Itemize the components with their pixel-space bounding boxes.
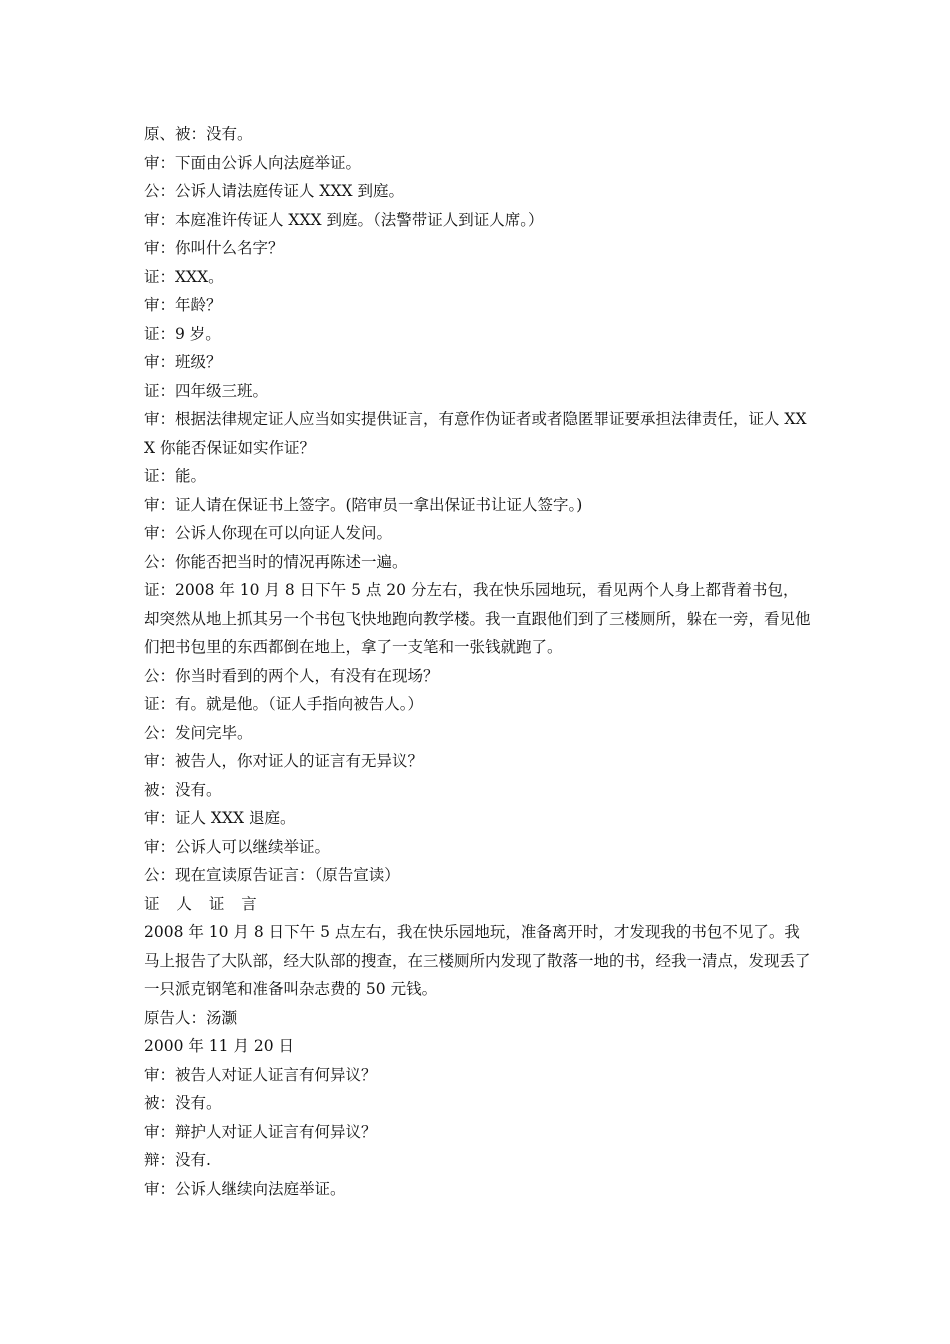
transcript-line: 证：2008 年 10 月 8 日下午 5 点 20 分左右，我在快乐园地玩，看见两个人身上都背着书包，却突然从地上抓其另一个书包飞快地跑向教学楼。我一直跟他们到了三楼厕所，躲在一旁，看见他们把书包里的东西都倒在地上，拿了一支笔和一张钱就跑了。 — [144, 581, 811, 656]
transcript-line: 审：班级？ — [144, 353, 222, 371]
transcript-line: 证：能。 — [144, 467, 207, 485]
transcript-line: 证：四年级三班。 — [144, 381, 269, 400]
transcript-line: 审：本庭准许传证人 XXX 到庭。（法警带证人到证人席。） — [144, 210, 544, 229]
transcript-line: 被：没有。 — [144, 1094, 222, 1112]
transcript-line: 证：XXX。 — [144, 267, 224, 286]
transcript-line: 审：根据法律规定证人应当如实提供证言，有意作伪证者或者隐匿罪证要承担法律责任，证人 XXX 你能否保证如实作证？ — [144, 410, 807, 457]
transcript-line: 辩：没有. — [144, 1151, 211, 1169]
transcript-line: 公：发问完毕。 — [144, 723, 253, 742]
testimony-body: 2008 年 10 月 8 日下午 5 点左右，我在快乐园地玩，准备离开时，才发现我的书包不见了。我马上报告了大队部，经大队部的搜查，在三楼厕所内发现了散落一地的书，经我一清点，发现丢了一只派克钢笔和准备叫杂志费的 50 元钱。 — [144, 923, 811, 998]
transcript-line: 审：公诉人可以继续举证。 — [144, 837, 331, 856]
transcript-line: 证：有。就是他。（证人手指向被告人。） — [144, 695, 424, 713]
transcript-line: 审：证人请在保证书上签字。(陪审员一拿出保证书让证人签字。) — [144, 495, 583, 514]
testimony-date: 2000 年 11 月 20 日 — [144, 1037, 295, 1055]
transcript-line: 公：你能否把当时的情况再陈述一遍。 — [144, 552, 408, 571]
transcript-line: 审：下面由公诉人向法庭举证。 — [144, 153, 362, 172]
transcript-line: 审：你叫什么名字？ — [144, 239, 284, 257]
transcript-line: 审：被告人，你对证人的证言有无异议？ — [144, 752, 424, 770]
transcript-line: 被：没有。 — [144, 780, 222, 799]
transcript-line: 公：你当时看到的两个人，有没有在现场？ — [144, 666, 439, 685]
transcript-line: 审：证人 XXX 退庭。 — [144, 809, 296, 827]
plaintiff-signature-line: 原告人：汤灏 — [144, 1008, 238, 1027]
transcript-line: 证：9 岁。 — [144, 324, 221, 343]
transcript-line: 审：辩护人对证人证言有何异议？ — [144, 1122, 377, 1141]
transcript-line: 审：公诉人你现在可以向证人发问。 — [144, 524, 393, 542]
testimony-heading: 证 人 证 言 — [144, 894, 263, 913]
transcript-line: 审：年龄？ — [144, 296, 222, 314]
transcript-line: 公：现在宣读原告证言：（原告宣读） — [144, 866, 400, 884]
transcript-line: 公：公诉人请法庭传证人 XXX 到庭。 — [144, 182, 404, 200]
transcript-line: 原、被：没有。 — [144, 125, 253, 143]
transcript-page — [144, 120, 812, 1203]
transcript-line: 审：公诉人继续向法庭举证。 — [144, 1179, 346, 1198]
transcript-line: 审：被告人对证人证言有何异议？ — [144, 1065, 377, 1084]
